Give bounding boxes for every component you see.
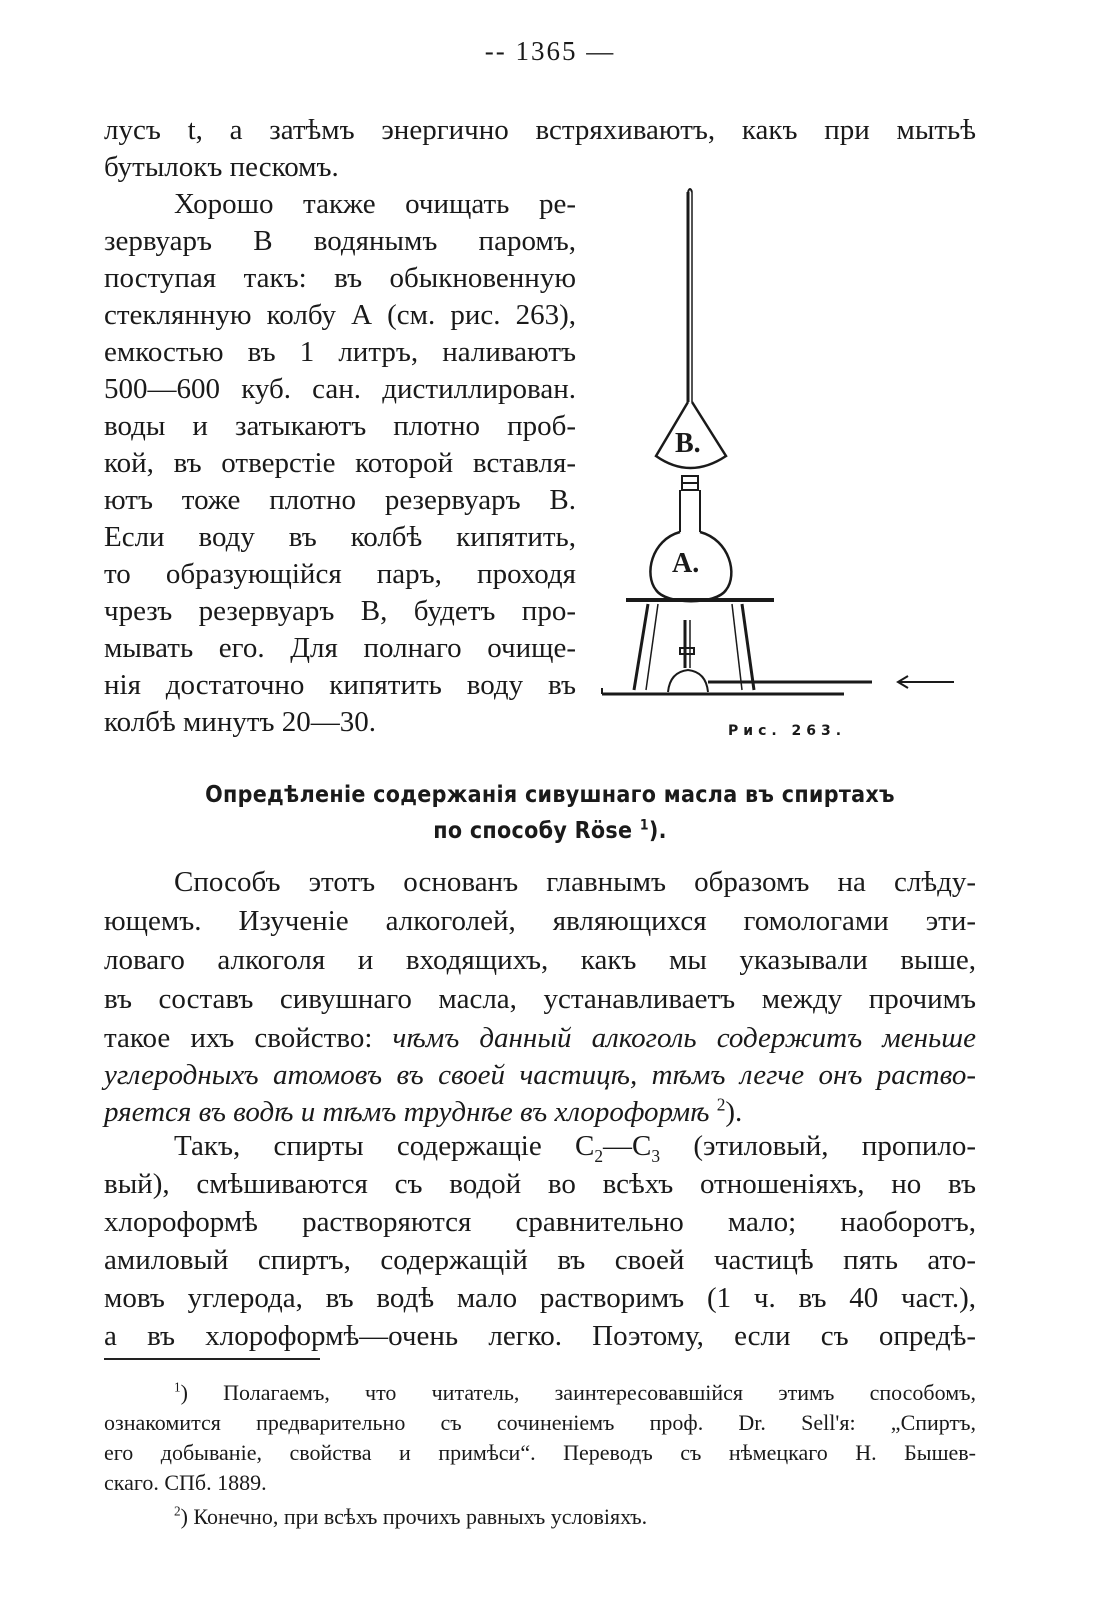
footnote-divider bbox=[104, 1358, 320, 1360]
apparatus-figure bbox=[596, 180, 966, 730]
text-line: вый), смѣшиваются съ водой во всѣхъ отношеніяхъ, но въ bbox=[104, 1168, 976, 1200]
text-line: хлороформѣ растворяются сравнительно мало; наоборотъ, bbox=[104, 1206, 976, 1238]
figure-caption: Рис. 263. bbox=[728, 723, 847, 739]
text-line: ряется въ водѣ и тѣмъ труднѣе въ хлороформѣ $^2$). bbox=[104, 1094, 743, 1128]
label-a: A. bbox=[672, 548, 700, 579]
text-line: бутылокъ пескомъ. bbox=[104, 151, 339, 183]
text-line: а въ хлороформѣ—очень легко. Поэтому, если съ опредѣ- bbox=[104, 1320, 976, 1352]
text-line: колбѣ минутъ 20—30. bbox=[104, 706, 377, 738]
text-line: воды и затыкаютъ плотно проб- bbox=[104, 410, 576, 442]
footnote-line: его добываніе, свойства и примѣси“. Переводъ съ нѣмецкаго Н. Бышев- bbox=[104, 1440, 976, 1465]
text-line: то образующійся паръ, проходя bbox=[104, 558, 576, 590]
text-line: лусъ t, а затѣмъ энергично встряхиваютъ, какъ при мытьѣ bbox=[104, 114, 976, 146]
text-line: мовъ углерода, въ водѣ мало растворимъ (1 ч. въ 40 част.), bbox=[104, 1282, 976, 1314]
text-line: Если воду въ колбѣ кипятить, bbox=[104, 521, 576, 553]
text-line: ющемъ. Изученіе алкоголей, являющихся гомологами эти- bbox=[104, 905, 976, 937]
text-line: стеклянную колбу А (см. рис. 263), bbox=[104, 299, 576, 331]
footnote-ref[interactable]: 1 bbox=[639, 817, 649, 834]
footnote-line: скаго. СПб. 1889. bbox=[104, 1470, 267, 1495]
text-line: емкостью въ 1 литръ, наливаютъ bbox=[104, 336, 576, 368]
label-b: B. bbox=[675, 428, 701, 459]
text-line: зервуаръ B водянымъ паромъ, bbox=[104, 225, 576, 257]
text-line: мывать его. Для полнаго очище- bbox=[104, 632, 576, 664]
text-line: углеродныхъ атомовъ въ своей частицѣ, тѣмъ легче онъ раство- bbox=[104, 1059, 976, 1091]
text-line: Хорошо также очищать ре- bbox=[174, 188, 576, 220]
section-heading: Опредѣленіе содержанія сивушнаго масла въ спиртахъ bbox=[205, 782, 895, 808]
footnote-line: ознакомится предварительно съ сочиненіемъ проф. Dr. Sell'я: „Спиртъ, bbox=[104, 1410, 976, 1435]
text-line: поступая такъ: въ обыкновенную bbox=[104, 262, 576, 294]
text-line: ловаго алкоголя и входящихъ, какъ мы указывали выше, bbox=[104, 944, 976, 976]
text-line: ютъ тоже плотно резервуаръ B. bbox=[104, 484, 576, 516]
text-line: Такъ, спирты содержащіе $C_2—C_3$ (этиловый, пропило- bbox=[174, 1130, 976, 1166]
text-line: амиловый спиртъ, содержащій въ своей частицѣ пять ато- bbox=[104, 1244, 976, 1276]
text-line: Способъ этотъ основанъ главнымъ образомъ на слѣду- bbox=[174, 866, 976, 898]
text-line: въ составъ сивушнаго масла, устанавливаетъ между прочимъ bbox=[104, 983, 976, 1015]
footnote-2: $^2$) Конечно, при всѣхъ прочихъ равныхъ условіяхъ. bbox=[174, 1503, 648, 1529]
text-line: такое ихъ свойство: чѣмъ данный алкоголь содержитъ меньше bbox=[104, 1022, 977, 1054]
footnote-ref[interactable]: 2 bbox=[716, 1094, 726, 1115]
text-line: чрезъ резервуаръ B, будетъ про- bbox=[104, 595, 576, 627]
section-heading-line2: по способу Röse $^1$). bbox=[433, 817, 667, 844]
text-line: нія достаточно кипятить воду въ bbox=[104, 669, 576, 701]
text-line: кой, въ отверстіе которой вставля- bbox=[104, 447, 576, 479]
page-number: -- 1365 — bbox=[484, 36, 616, 66]
footnote-1: $^1$) Полагаемъ, что читатель, заинтересовавшійся этимъ способомъ, bbox=[174, 1379, 976, 1405]
text-line: 500—600 куб. сан. дистиллирован. bbox=[104, 373, 576, 405]
